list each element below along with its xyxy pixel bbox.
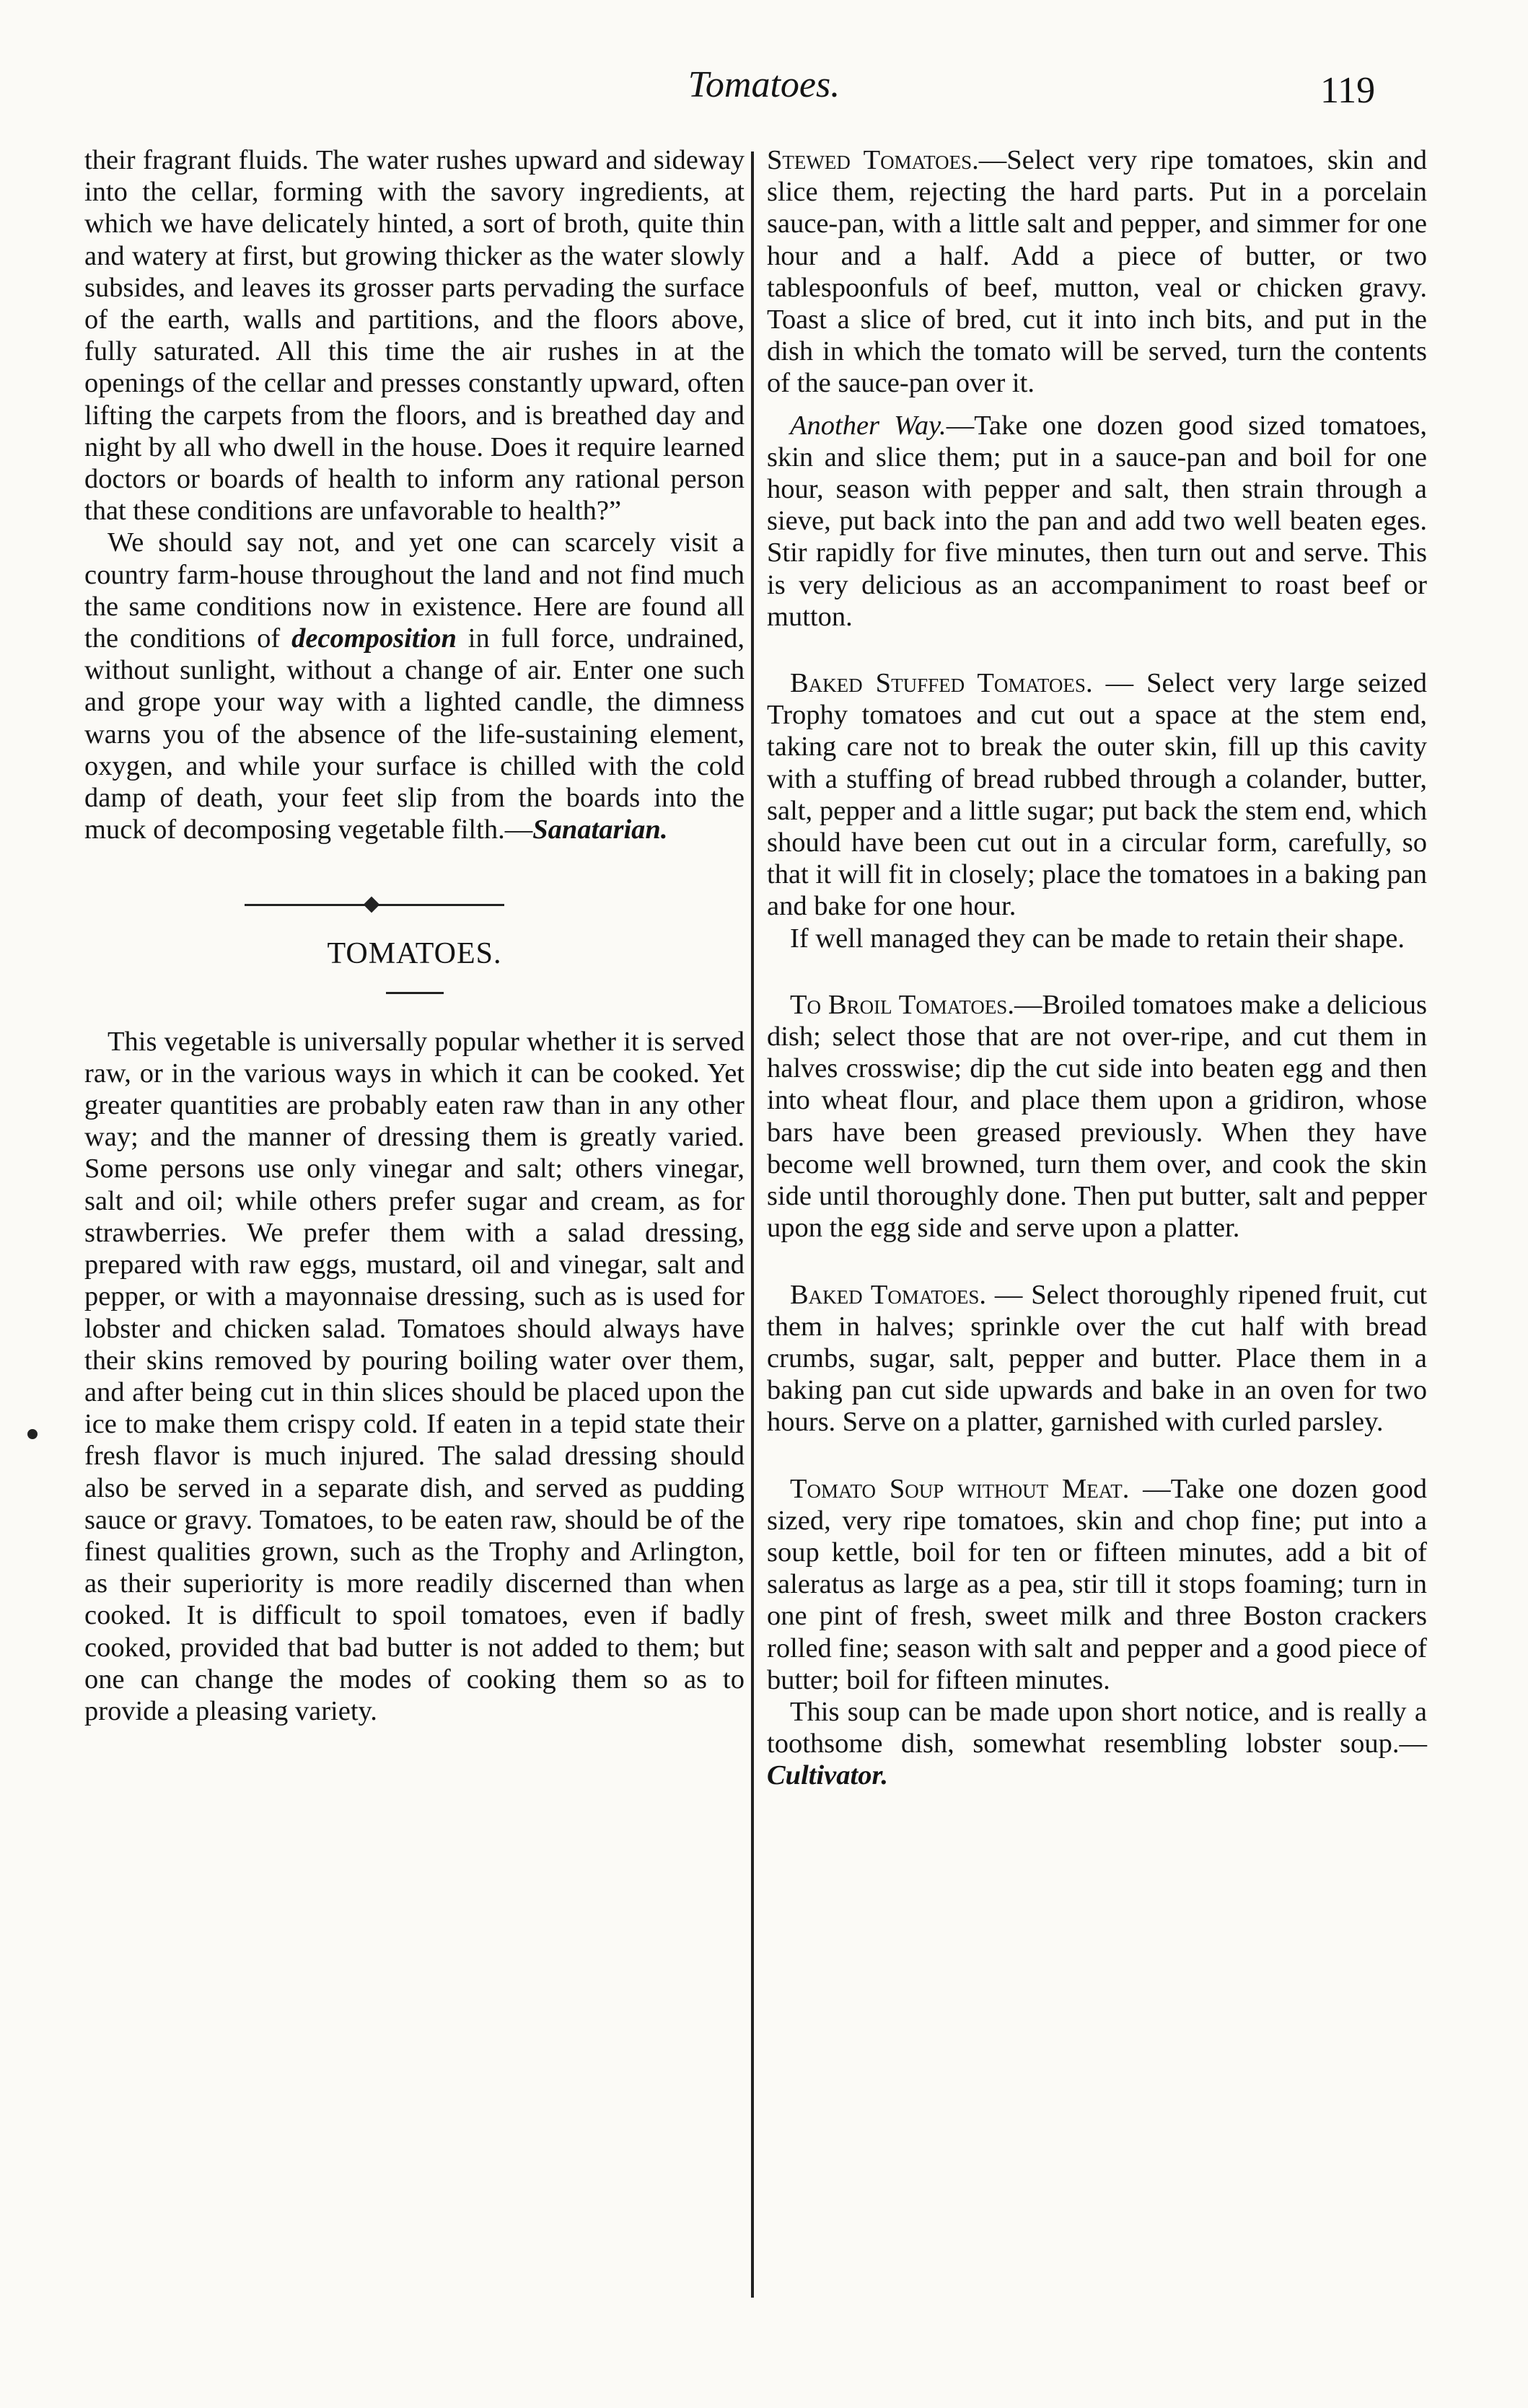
left-column — [84, 144, 745, 1727]
source-credit: Cultivator. — [767, 1760, 888, 1791]
running-title: Tomatoes. — [688, 64, 840, 105]
paragraph-text: in full force, undrained, without sunlight, without a change of air. Enter one such and grope your way with a lighted candle, the dimness warns you of the absence of the life-sustaining element, oxygen, and while your surface is chilled with the cold damp of death, your feet slip from the boards into the muck of decomposing vegetable filth.— — [84, 623, 745, 845]
ornament-diamond — [364, 897, 380, 913]
recipe-title: To Broil Tomatoes. — [790, 989, 1014, 1020]
recipe-text: This soup can be made upon short notice, and is really a toothsome dish, somewhat resembling lobster soup.— — [767, 1696, 1427, 1759]
recipe-title: Tomato Soup without Meat. — [790, 1473, 1130, 1504]
recipe-another-way — [767, 410, 1427, 633]
recipe-title: Baked Tomatoes. — [790, 1279, 986, 1310]
recipe-text: —Take one dozen good sized, very ripe tomatoes, skin and chop fine; put into a soup kettle, boil for ten or fifteen minutes, add a bit of saleratus as large as a pea, stir till it stops foaming; turn in one pint of fresh, sweet milk and three Boston crackers rolled fine; season with salt and pepper and a good piece of butter; boil for fifteen minutes. — [767, 1473, 1427, 1695]
heading-rule — [386, 992, 444, 994]
paragraph-tomatoes: This vegetable is universally popular whether it is served raw, or in the various ways in which it can be cooked. Yet greater quantities are probably eaten raw than in any other way; and the manner of dressing them is greatly varied. Some persons use only vinegar and salt; others vinegar, salt and oil; while others prefer sugar and cream, as for strawberries. We prefer them with a salad dressing, prepared with raw eggs, mustard, oil and vinegar, salt and pepper, or with a mayonnaise dressing, such as is used for lobster and chicken salad. Tomatoes should always have their skins removed by pouring boiling water over them, and after being cut in thin slices should be placed upon the ice to make them crispy cold. If eaten in a tepid state their fresh flavor is much injured. The salad dressing should also be served in a separate dish, and served as pudding sauce or gravy. Tomatoes, to be eaten raw, should be of the finest qualities grown, such as the Trophy and Arlington, as their superiority is more readily discerned than when cooked. It is difficult to spoil tomatoes, even if badly cooked, provided that bad butter is not added to them; but one can change the modes of cooking them so as to provide a pleasing variety. — [84, 1026, 745, 1726]
recipe-stewed — [767, 144, 1427, 400]
recipe-title: Stewed Tomatoes. — [767, 145, 979, 175]
page-number: 119 — [1320, 70, 1376, 111]
margin-dot — [27, 1429, 38, 1439]
recipe-text: — Select very large seized Trophy tomatoes and cut out a space at the stem end, taking care not to break the outer skin, fill up this cavity with a stuffing of bread rubbed through a colander, butter, salt, pepper and a little sugar; put back the stem end, which should have been cut out in a circular form, carefully, so that it will fit in closely; place the tomatoes in a baking pan and bake for one hour. — [767, 668, 1427, 922]
paragraph-continued: their fragrant fluids. The water rushes upward and sideway into the cellar, forming with the savory ingredients, at which we have delicately hinted, a sort of broth, quite thin and watery at first, but growing thicker as the water slowly subsides, and leaves its grosser parts pervading the surface of the earth, walls and partitions, and the floors above, fully saturated. All this time the air rushes in at the openings of the cellar and presses constantly upward, often lifting the carpets from the floors, and is breathed day and night by all who dwell in the house. Does it require learned doctors or boards of health to inform any rational person that these conditions are unfavorable to health?” — [84, 145, 745, 527]
recipe-title: Another Way. — [790, 410, 947, 441]
recipe-baked — [767, 1279, 1427, 1438]
recipe-text: —Broiled tomatoes make a delicious dish; select those that are not over-ripe, and cut them in halves crosswise; dip the cut side into beaten egg and then into wheat flour, and place them upon a gridiron, whose bars have been greased previously. When they have become well browned, turn them over, and cook the skin side until thoroughly done. Then put butter, salt and pepper upon the egg side and serve upon a platter. — [767, 989, 1427, 1244]
recipe-baked-stuffed — [767, 667, 1427, 923]
right-column — [767, 144, 1427, 1792]
recipe-text: —Take one dozen good sized tomatoes, skin and slice them; put in a sauce-pan and boil for one hour, season with pepper and salt, then strain through a sieve, put back into the pan and add two well beaten eges. Stir rapidly for five minutes, then turn out and serve. This is very delicious as an accompaniment to roast beef or mutton. — [767, 410, 1428, 632]
section-ornament — [245, 896, 504, 913]
recipe-text: —Select very ripe tomatoes, skin and slice them, rejecting the hard parts. Put in a porcelain sauce-pan, with a little salt and pepper, and simmer for one hour and a half. Add a piece of butter, or two tablespoonfuls of beef, mutton, veal or chicken gravy. Toast a slice of bred, cut it into inch bits, and put in the dish in which the tomato will be served, turn the contents of the sauce-pan over it. — [767, 145, 1427, 399]
paragraph-sanatarian — [84, 527, 745, 845]
emphasis-decomposition: decomposition — [291, 623, 457, 654]
recipe-soup-note — [767, 1696, 1427, 1792]
section-heading: TOMATOES. — [327, 937, 502, 971]
recipe-text: — Select thoroughly ripened fruit, cut them in halves; sprinkle over the cut half with bread crumbs, sugar, salt, pepper and butter. Place them in a baking pan cut side upwards and bake in an oven for two hours. Serve on a platter, garnished with curled parsley. — [767, 1279, 1428, 1438]
recipe-note: If well managed they can be made to retain their shape. — [790, 923, 1405, 954]
paragraph-text: We should say not, and yet one can scarcely visit a country farm-house throughout the land and not find much the same conditions now in existence. Here are found all the conditions of — [84, 527, 745, 654]
column-divider — [751, 151, 754, 2298]
source-credit: Sanatarian. — [532, 814, 668, 845]
recipe-broil — [767, 989, 1427, 1244]
recipe-soup — [767, 1473, 1427, 1696]
recipe-title: Baked Stuffed Tomatoes. — [790, 668, 1093, 699]
